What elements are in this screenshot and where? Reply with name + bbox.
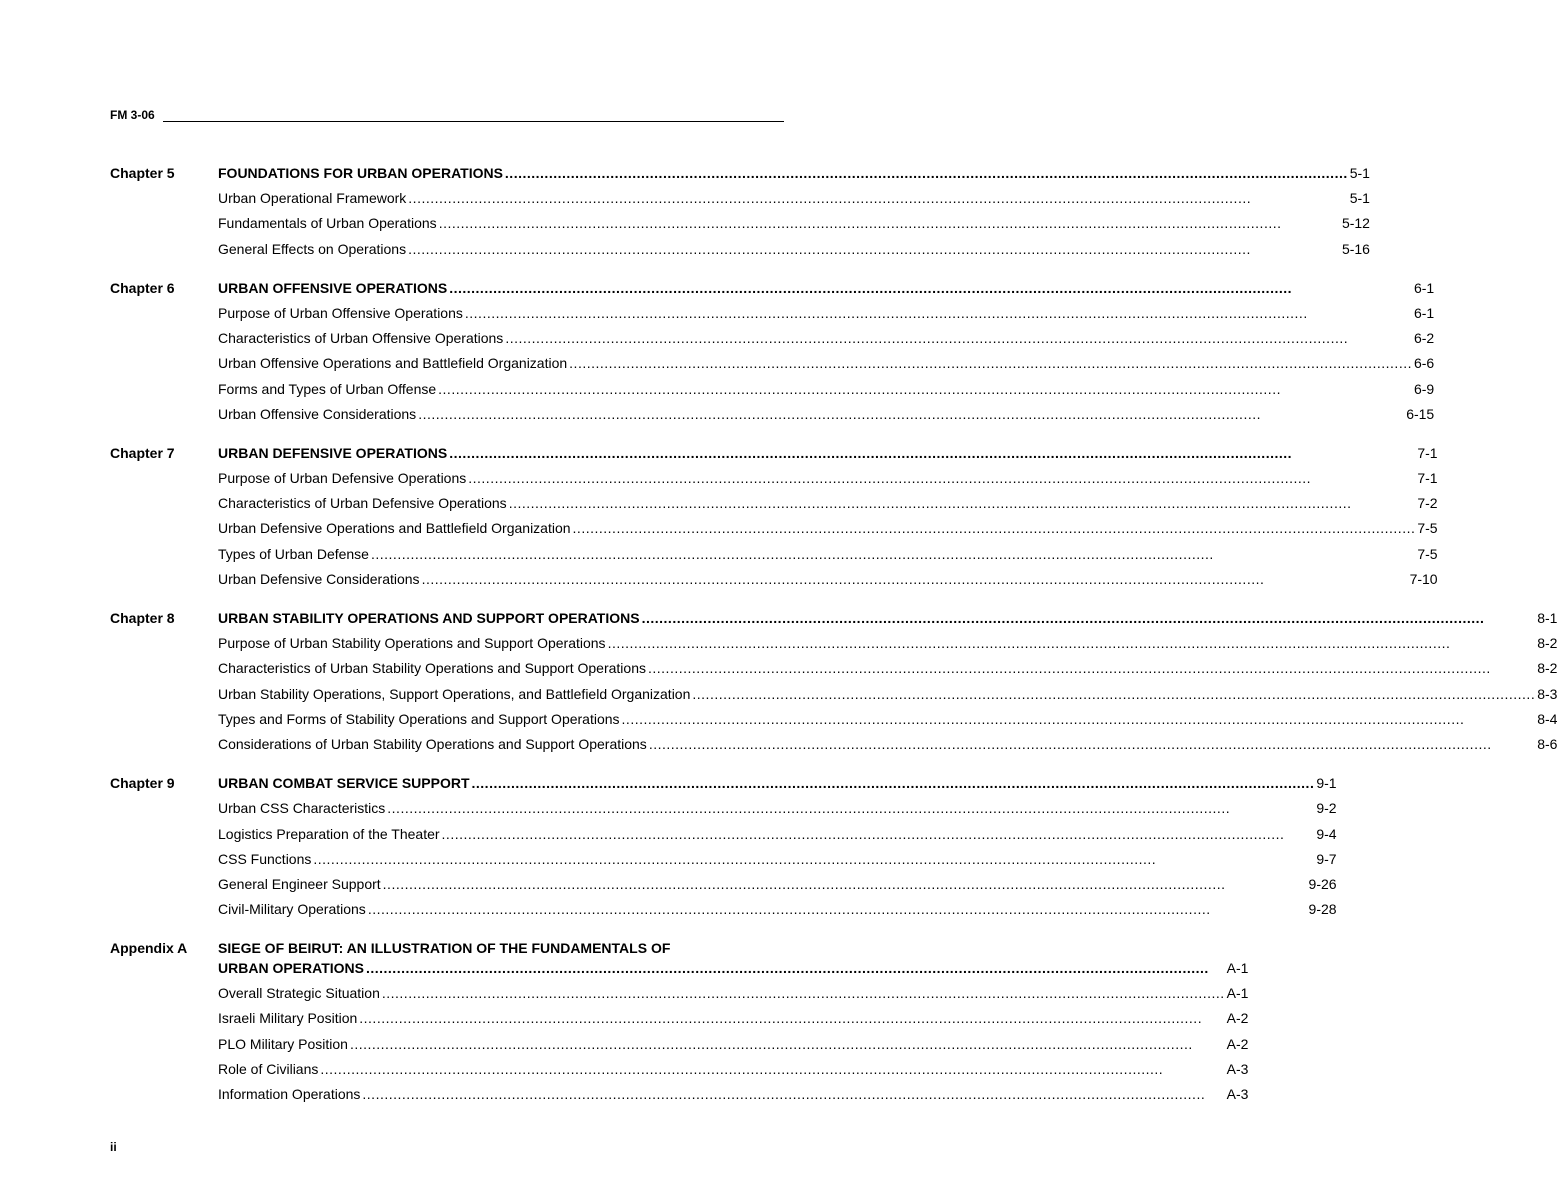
page-ref: A-1 bbox=[1226, 960, 1249, 977]
dot-leader bbox=[573, 518, 1416, 538]
table-of-contents bbox=[110, 162, 1557, 1122]
entry-text: Purpose of Urban Stability Operations and Support Operations bbox=[218, 635, 606, 652]
entry-text: Overall Strategic Situation bbox=[218, 985, 380, 1002]
page-ref: 6-6 bbox=[1413, 355, 1435, 372]
dot-leader bbox=[505, 163, 1348, 183]
toc-entry[interactable] bbox=[218, 187, 1370, 212]
entry-text: Civil-Military Operations bbox=[218, 901, 366, 918]
dot-leader bbox=[472, 773, 1315, 793]
dot-leader bbox=[505, 328, 1412, 348]
dot-leader bbox=[569, 353, 1412, 373]
entry-text: Information Operations bbox=[218, 1086, 361, 1102]
page-ref: 9-4 bbox=[1316, 825, 1337, 842]
dot-leader bbox=[465, 303, 1412, 323]
toc-entry[interactable] bbox=[218, 1007, 1248, 1032]
entry-text: PLO Military Position bbox=[218, 1035, 348, 1052]
toc-entry[interactable] bbox=[218, 982, 1248, 1007]
page-ref: A-2 bbox=[1226, 1010, 1249, 1027]
toc-entry[interactable] bbox=[218, 733, 1557, 758]
dot-leader bbox=[509, 493, 1416, 513]
page-ref: 5-12 bbox=[1341, 215, 1370, 232]
toc-entry[interactable] bbox=[218, 212, 1370, 237]
dot-leader bbox=[368, 899, 1307, 919]
page-ref: 9-28 bbox=[1308, 901, 1337, 918]
appendix-label: Appendix A bbox=[110, 940, 188, 957]
entry-text: CSS Functions bbox=[218, 850, 312, 867]
chapter-label: Chapter 9 bbox=[110, 775, 175, 792]
toc-chapter bbox=[110, 442, 1438, 593]
chapter-label: Chapter 5 bbox=[110, 165, 175, 181]
publication-id: FM 3-06 bbox=[110, 108, 155, 122]
entry-text: Urban Operational Framework bbox=[218, 190, 407, 207]
toc-entry[interactable] bbox=[218, 657, 1557, 682]
toc-appendix bbox=[110, 937, 1249, 1108]
page-ref: 5-1 bbox=[1349, 190, 1370, 207]
dot-leader bbox=[366, 958, 1225, 978]
chapter-title: URBAN OFFENSIVE OPERATIONS bbox=[218, 279, 448, 296]
entry-text: Characteristics of Urban Stability Operations and Support Operations bbox=[218, 660, 646, 677]
entry-text: Purpose of Urban Offensive Operations bbox=[218, 304, 463, 321]
toc-entry[interactable] bbox=[218, 1033, 1248, 1058]
dot-leader bbox=[387, 798, 1314, 818]
entry-text: Types of Urban Defense bbox=[218, 545, 369, 562]
page-ref: A-3 bbox=[1226, 1060, 1249, 1077]
toc-chapter-title-line[interactable] bbox=[218, 162, 1370, 187]
dot-leader bbox=[468, 468, 1415, 488]
toc-entry[interactable] bbox=[218, 378, 1434, 403]
page-ref: 9-1 bbox=[1316, 775, 1337, 792]
entry-text: Considerations of Urban Stability Operations and Support Operations bbox=[218, 735, 647, 752]
page-ref: 8-4 bbox=[1537, 710, 1557, 727]
page-ref: 8-3 bbox=[1537, 685, 1557, 702]
page-ref: 5-1 bbox=[1349, 165, 1370, 181]
toc-entry[interactable] bbox=[218, 683, 1557, 708]
toc-chapter bbox=[110, 162, 1370, 263]
entry-text: Urban Offensive Considerations bbox=[218, 405, 417, 422]
entry-text: Urban Defensive Considerations bbox=[218, 570, 420, 587]
dot-leader bbox=[649, 734, 1535, 754]
dot-leader bbox=[313, 849, 1314, 869]
dot-leader bbox=[449, 278, 1412, 298]
page-ref: 6-1 bbox=[1413, 304, 1435, 321]
dot-leader bbox=[439, 213, 1340, 233]
dot-leader bbox=[692, 684, 1535, 704]
page-ref: A-2 bbox=[1226, 1035, 1249, 1052]
toc-entry[interactable] bbox=[218, 302, 1434, 327]
toc-entry[interactable] bbox=[218, 543, 1438, 568]
toc-entry[interactable] bbox=[218, 1058, 1248, 1083]
dot-leader bbox=[362, 1084, 1224, 1104]
chapter-label: Chapter 7 bbox=[110, 444, 175, 461]
chapter-label: Chapter 8 bbox=[110, 610, 175, 626]
appendix-title-line1[interactable]: SIEGE OF BEIRUT: AN ILLUSTRATION OF THE FUNDAMENTALS OF bbox=[218, 940, 671, 957]
chapter-title: URBAN COMBAT SERVICE SUPPORT bbox=[218, 775, 470, 792]
entry-text: Logistics Preparation of the Theater bbox=[218, 825, 440, 842]
entry-text: Urban Stability Operations, Support Operations, and Battlefield Organization bbox=[218, 685, 691, 702]
entry-text: General Effects on Operations bbox=[218, 240, 407, 257]
page-ref: 9-7 bbox=[1316, 850, 1337, 867]
toc-entry[interactable] bbox=[218, 492, 1438, 517]
toc-entry[interactable] bbox=[218, 352, 1434, 377]
toc-entry[interactable] bbox=[218, 467, 1438, 492]
entry-text: General Engineer Support bbox=[218, 875, 381, 892]
chapter-title: URBAN DEFENSIVE OPERATIONS bbox=[218, 444, 448, 461]
toc-chapter bbox=[110, 277, 1435, 428]
entry-text: Characteristics of Urban Offensive Operations bbox=[218, 330, 504, 347]
page-ref: 7-5 bbox=[1417, 520, 1438, 537]
running-header bbox=[110, 108, 784, 122]
toc-entry[interactable] bbox=[218, 327, 1434, 352]
page-ref: 8-1 bbox=[1537, 610, 1557, 626]
page-ref: 7-1 bbox=[1417, 470, 1438, 487]
toc-chapter-title-line[interactable] bbox=[218, 607, 1557, 632]
page-number: ii bbox=[110, 1140, 117, 1154]
dot-leader bbox=[350, 1034, 1225, 1054]
dot-leader bbox=[442, 824, 1315, 844]
page-ref: 8-2 bbox=[1537, 635, 1557, 652]
entry-text: Role of Civilians bbox=[218, 1060, 319, 1077]
toc-entry[interactable] bbox=[218, 238, 1370, 263]
dot-leader bbox=[438, 379, 1412, 399]
entry-text: Purpose of Urban Defensive Operations bbox=[218, 470, 467, 487]
dot-leader bbox=[422, 569, 1408, 589]
toc-entry[interactable] bbox=[218, 403, 1434, 428]
page-ref: 7-1 bbox=[1417, 444, 1438, 461]
toc-entry[interactable] bbox=[218, 898, 1337, 923]
toc-appendix-title-line[interactable] bbox=[218, 958, 1248, 982]
toc-entry[interactable] bbox=[218, 873, 1337, 898]
page-ref: 9-2 bbox=[1316, 800, 1337, 817]
entry-text: Characteristics of Urban Defensive Operations bbox=[218, 495, 507, 512]
page-ref: 5-16 bbox=[1341, 240, 1370, 257]
toc-chapter bbox=[110, 607, 1557, 758]
header-rule bbox=[163, 111, 784, 122]
dot-leader bbox=[408, 239, 1340, 259]
toc-entry[interactable] bbox=[218, 1083, 1248, 1108]
toc-entry[interactable] bbox=[218, 823, 1337, 848]
dot-leader bbox=[622, 709, 1536, 729]
toc-chapter-title-line[interactable] bbox=[218, 442, 1438, 467]
dot-leader bbox=[642, 608, 1536, 628]
toc-chapter-title-line[interactable] bbox=[218, 772, 1337, 797]
page-ref: A-3 bbox=[1226, 1086, 1249, 1102]
dot-leader bbox=[608, 633, 1536, 653]
dot-leader bbox=[359, 1008, 1224, 1028]
page-ref: 6-1 bbox=[1413, 279, 1435, 296]
page-ref: 7-2 bbox=[1417, 495, 1438, 512]
dot-leader bbox=[382, 983, 1225, 1003]
chapter-title: URBAN STABILITY OPERATIONS AND SUPPORT OPERATIONS bbox=[218, 610, 640, 626]
toc-entry[interactable] bbox=[218, 797, 1337, 822]
page-ref: 7-10 bbox=[1409, 570, 1438, 587]
toc-entry[interactable] bbox=[218, 517, 1438, 542]
entry-text: Urban CSS Characteristics bbox=[218, 800, 386, 817]
dot-leader bbox=[648, 658, 1535, 678]
dot-leader bbox=[383, 874, 1307, 894]
dot-leader bbox=[408, 188, 1347, 208]
page-ref: 7-5 bbox=[1417, 545, 1438, 562]
entry-text: Types and Forms of Stability Operations and Support Operations bbox=[218, 710, 620, 727]
page-ref: 8-6 bbox=[1537, 735, 1557, 752]
chapter-label: Chapter 6 bbox=[110, 279, 175, 296]
entry-text: Israeli Military Position bbox=[218, 1010, 358, 1027]
dot-leader bbox=[418, 404, 1404, 424]
dot-leader bbox=[320, 1059, 1224, 1079]
page-ref: 9-26 bbox=[1308, 875, 1337, 892]
chapter-title: URBAN OPERATIONS bbox=[218, 960, 364, 977]
entry-text: Forms and Types of Urban Offense bbox=[218, 380, 437, 397]
dot-leader bbox=[371, 544, 1415, 564]
page-ref: 6-2 bbox=[1413, 330, 1435, 347]
chapter-title: FOUNDATIONS FOR URBAN OPERATIONS bbox=[218, 165, 503, 181]
toc-entry[interactable] bbox=[218, 848, 1337, 873]
toc-chapter-title-line[interactable] bbox=[218, 277, 1434, 302]
toc-entry[interactable] bbox=[218, 708, 1557, 733]
toc-chapter bbox=[110, 772, 1337, 923]
page-ref: 8-2 bbox=[1537, 660, 1557, 677]
page-ref: 6-15 bbox=[1406, 405, 1435, 422]
entry-text: Fundamentals of Urban Operations bbox=[218, 215, 437, 232]
toc-entry[interactable] bbox=[218, 632, 1557, 657]
entry-text: Urban Defensive Operations and Battlefield Organization bbox=[218, 520, 571, 537]
page-ref: 6-9 bbox=[1413, 380, 1435, 397]
entry-text: Urban Offensive Operations and Battlefield Organization bbox=[218, 355, 568, 372]
page-ref: A-1 bbox=[1226, 985, 1249, 1002]
toc-entry[interactable] bbox=[218, 568, 1438, 593]
dot-leader bbox=[449, 443, 1415, 463]
